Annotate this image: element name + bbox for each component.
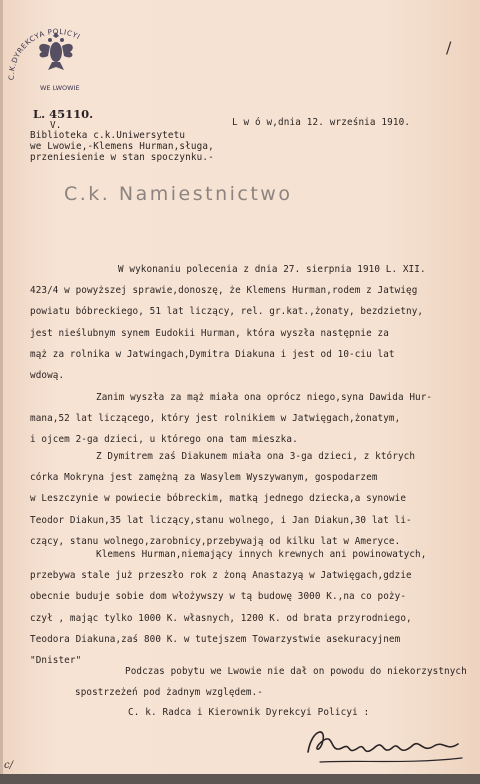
- closing-line: C. k. Radca i Kierownik Dyrekcyi Policyi :: [128, 707, 370, 718]
- paragraph-line: Teodor Diakun,35 lat liczący,stanu wolnego, i Jan Diakun,30 lat li-: [30, 514, 412, 526]
- margin-mark: /: [446, 38, 452, 57]
- paragraph-3: [30, 446, 480, 552]
- paragraph-line: w Leszczynie w powiecie bóbreckim, matką jednego dziecka,a synowie: [30, 493, 407, 505]
- paragraph-line: Podczas pobytu we Lwowie nie dał on powodu do niekorzystnych: [125, 666, 467, 677]
- reference-v: V.: [50, 120, 62, 131]
- corner-mark: c/: [4, 760, 13, 771]
- subject-line-3: przeniesienie w stan spoczynku.-: [30, 152, 214, 163]
- paragraph-line: mana,52 lat liczącego, który jest rolnikiem w Jatwięgach,żonatym,: [30, 413, 401, 425]
- paragraph-line: i ojcem 2-ga dzieci, u którego ona tam mieszka.: [30, 434, 298, 446]
- page-left-edge: [0, 0, 3, 784]
- place-date: L w ó w,dnia 12. września 1910.: [232, 117, 411, 128]
- paragraph-1: [30, 259, 480, 386]
- paragraph-5: [30, 661, 480, 703]
- paragraph-4: [30, 544, 480, 671]
- page-bottom-edge: [0, 774, 480, 784]
- paragraph-line: Zanim wyszła za mąż miała ona oprócz niego,syna Dawida Hur-: [96, 392, 433, 403]
- paragraph-line: czący, stanu wolnego,zarobnicy,przebywają od kilku lat w Ameryce.: [30, 535, 401, 547]
- paragraph-line: przebywa stale już przeszło rok z żoną Anastazyą w Jatwięgach,gdzie: [30, 570, 412, 582]
- paragraph-2: [30, 387, 480, 451]
- paragraph-line: obecnie buduje sobie dom włożywszy w tą budowę 3000 K.,na co poży-: [30, 591, 407, 603]
- paragraph-line: Z Dymitrem zaś Diakunem miała ona 3-ga dzieci, z których: [96, 451, 416, 462]
- paragraph-line: mąż za rolnika w Jatwingach,Dymitra Diakuna i jest od 10-ciu lat: [30, 348, 395, 360]
- paragraph-line: córka Mokryna jest zamężną za Wasylem Wyszywanym, gospodarzem: [30, 472, 378, 484]
- stamp-lower-text: WE LWOWIE: [40, 84, 80, 92]
- police-stamp: [4, 22, 108, 102]
- paragraph-line: "Dnister": [30, 655, 82, 667]
- paragraph-line: spostrzeżeń pod żadnym względem.-: [75, 687, 264, 699]
- reference-number: L. 45110.: [33, 107, 94, 121]
- addressee-stamp: C.k. Namiestnictwo: [64, 183, 293, 205]
- paragraph-line: powiatu bóbreckiego, 51 lat liczący, rel. gr.kat.,żonaty, bezdzietny,: [30, 306, 424, 318]
- paragraph-line: W wykonaniu polecenia z dnia 27. sierpnia 1910 L. XII.: [118, 264, 426, 275]
- paragraph-line: Klemens Hurman,niemający innych krewnych ani powinowatych,: [96, 549, 427, 560]
- subject-line-2: we Lwowie,-Klemens Hurman,sługa,: [30, 141, 214, 152]
- paragraph-line: czył , mając tylko 1000 K. własnych, 1200 K. od brata przyrodniego,: [30, 612, 412, 624]
- paragraph-line: wdową.: [30, 370, 65, 382]
- paragraph-line: jest nieślubnym synem Eudokii Hurman, która wyszła następnie za: [30, 327, 389, 339]
- signature: [300, 718, 470, 773]
- paragraph-line: Teodora Diakuna,zaś 800 K. w tutejszem Towarzystwie asekuracyjnem: [30, 633, 401, 645]
- stamp-arc-text: C.K.DYREKCYA POLICYI: [6, 26, 83, 81]
- subject-line-1: Biblioteka c.k.Uniwersytetu: [30, 130, 186, 141]
- paragraph-line: 423/4 w powyższej sprawie,donoszę, że Klemens Hurman,rodem z Jatwięg: [30, 285, 418, 297]
